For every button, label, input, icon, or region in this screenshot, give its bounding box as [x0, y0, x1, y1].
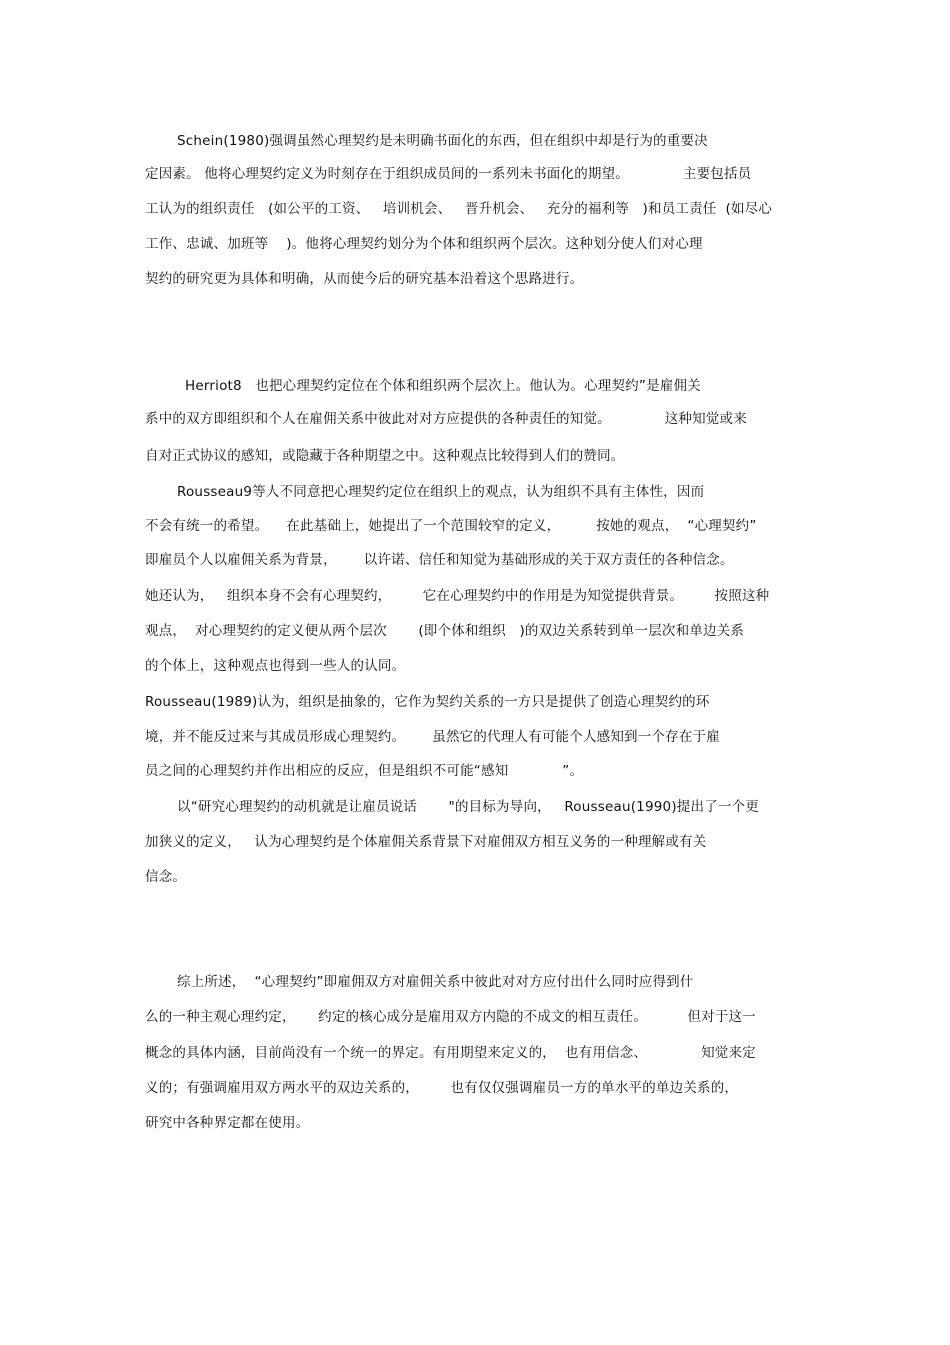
text-line: 契约的研究更为具体和明确，从而使今后的研究基本沿着这个思路进行。: [145, 271, 584, 287]
text-line: 工认为的组织责任 (如公平的工资、 培训机会、 晋升机会、 充分的福利等 )和员工责任 (如尽心: [145, 201, 773, 217]
text-line: 工作、忠诚、加班等 )。他将心理契约划分为个体和组织两个层次。这种划分使人们对心理: [145, 236, 703, 252]
text-line: 不会有统一的希望。 在此基础上，她提出了一个范围较窄的定义， 按她的观点， “心理契约”: [145, 518, 757, 534]
text-line: 境，并不能反过来与其成员形成心理契约。 虽然它的代理人有可能个人感知到一个存在于雇: [145, 729, 720, 745]
text-line: Schein(1980)强调虽然心理契约是未明确书面化的东西，但在组织中却是行为的重要决: [177, 133, 708, 149]
text-line: 即雇员个人以雇佣关系为背景， 以许诺、信任和知觉为基础形成的关于双方责任的各种信念。: [145, 552, 734, 568]
text-line: Herriot8 也把心理契约定位在个体和组织两个层次上。他认为。心理契约”是雇佣关: [185, 378, 701, 394]
text-line: 系中的双方即组织和个人在雇佣关系中彼此对对方应提供的各种责任的知觉。 这种知觉或来: [145, 411, 747, 427]
text-line: 的个体上，这种观点也得到一些人的认同。: [145, 658, 406, 674]
text-line: 以“研究心理契约的动机就是让雇员说话 "的目标为导向， Rousseau(1990)提出了一个更: [177, 799, 759, 815]
text-line: 概念的具体内涵，目前尚没有一个统一的界定。有用期望来定义的， 也有用信念、 知觉来定: [145, 1045, 756, 1061]
text-line: Rousseau9等人不同意把心理契约定位在组织上的观点，认为组织不具有主体性，因而: [177, 484, 705, 500]
text-line: 信念。: [145, 869, 187, 885]
text-line: Rousseau(1989)认为，组织是抽象的，它作为契约关系的一方只是提供了创造心理契约的环: [145, 694, 710, 710]
text-line: 定因素。 他将心理契约定义为时刻存在于组织成员间的一系列未书面化的期望。 主要包括员: [145, 166, 752, 182]
text-line: 义的；有强调雇用双方两水平的双边关系的， 也有仅仅强调雇员一方的单水平的单边关系的，: [145, 1080, 739, 1096]
text-line: 自对正式协议的感知，或隐藏于各种期望之中。这种观点比较得到人们的赞同。: [145, 448, 625, 464]
text-line: 她还认为， 组织本身不会有心理契约， 它在心理契约中的作用是为知觉提供背景。 按照这种: [145, 588, 770, 604]
text-line: 加狭义的定义， 认为心理契约是个体雇佣关系背景下对雇佣双方相互义务的一种理解或有关: [145, 834, 707, 850]
text-line: 综上所述， “心理契约”即雇佣双方对雇佣关系中彼此对对方应付出什么同时应得到什: [177, 974, 694, 990]
text-line: 观点， 对心理契约的定义便从两个层次 (即个体和组织 )的双边关系转到单一层次和单边关系: [145, 623, 745, 639]
text-line: 么的一种主观心理约定， 约定的核心成分是雇用双方内隐的不成文的相互责任。 但对于这一: [145, 1009, 756, 1025]
text-line: 研究中各种界定都在使用。: [145, 1115, 310, 1131]
text-line: 员之间的心理契约并作出相应的反应，但是组织不可能“感知 ”。: [145, 763, 584, 779]
